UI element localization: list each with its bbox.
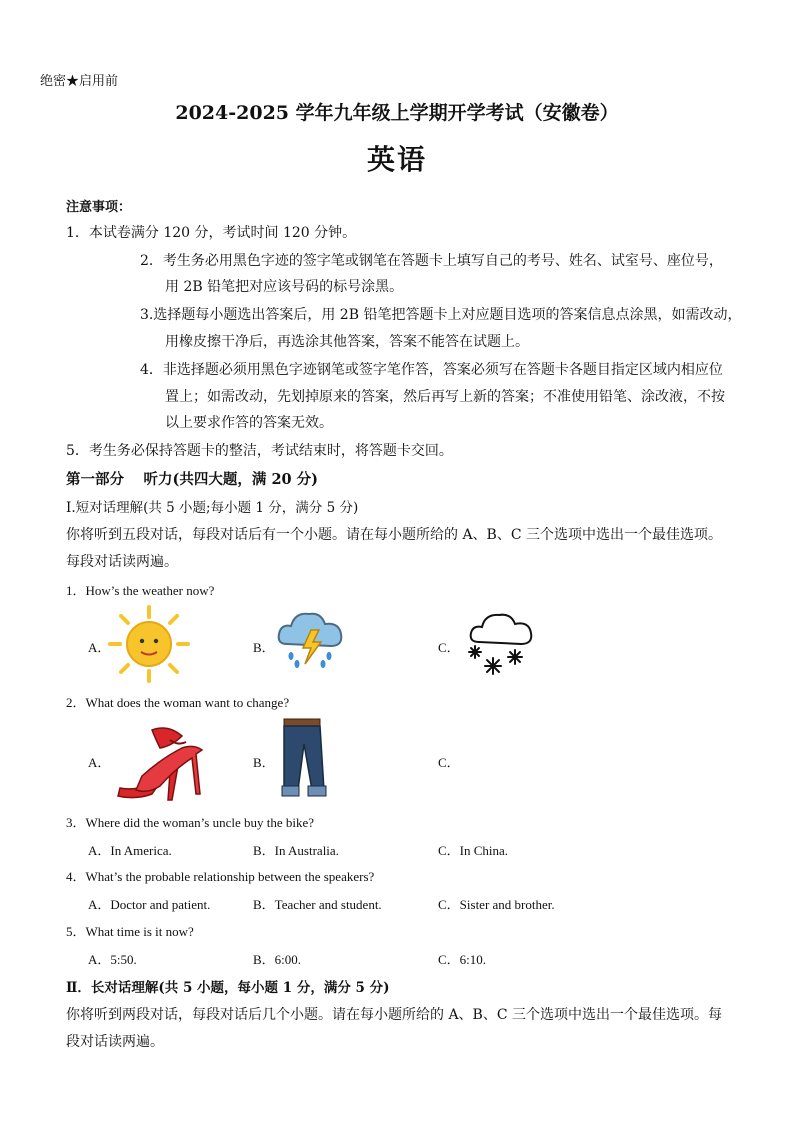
question-4-stem: 4．What’s the probable relationship between the speakers?	[66, 869, 375, 884]
question-3-option-a: A．In America.	[88, 843, 172, 858]
question-1-stem: 1．How’s the weather now?	[66, 583, 215, 598]
question-5-option-a: A．5:50.	[88, 952, 137, 967]
notice-item-2-line-1: 2．考生务必用黑色字迹的签字笔或钢笔在答题卡上填写自己的考号、姓名、试室号、座位号，	[140, 253, 723, 269]
exam-title: 2024-2025 学年九年级上学期开学考试（安徽卷）	[175, 102, 619, 124]
question-2-stem: 2．What does the woman want to change?	[66, 695, 290, 710]
notice-item-4-line-3: 以上要求作答的答案无效。	[165, 415, 333, 431]
notice-item-1: 1．本试卷满分 120 分，考试时间 120 分钟。	[66, 225, 357, 241]
section2-instruction-line-1: 你将听到两段对话，每段对话后几个小题。请在每小题所给的 A、B、C 三个选项中选出一个最佳选项。每	[66, 1007, 723, 1023]
question-4-option-c: C．Sister and brother.	[438, 897, 555, 912]
snow-cloud-icon	[465, 608, 537, 678]
section2-heading: Ⅱ．长对话理解(共 5 小题，每小题 1 分，满分 5 分)	[66, 980, 390, 996]
question-3-stem: 3．Where did the woman’s uncle buy the bike?	[66, 815, 315, 830]
section2-instruction-line-2: 段对话读两遍。	[66, 1034, 164, 1050]
question-1-option-b: B．	[253, 640, 275, 655]
question-2-option-c: C．	[438, 755, 460, 770]
notice-heading: 注意事项：	[66, 200, 132, 215]
confidential-mark: 绝密★启用前	[40, 74, 119, 89]
notice-item-5: 5．考生务必保持答题卡的整洁，考试结束时，将答题卡交回。	[66, 443, 453, 459]
question-2-option-a: A．	[88, 755, 111, 770]
jeans-icon	[278, 716, 328, 802]
section1-heading: Ⅰ.短对话理解(共 5 小题;每小题 1 分，满分 5 分)	[66, 500, 359, 516]
question-2-option-b: B．	[253, 755, 275, 770]
question-5-option-b: B．6:00.	[253, 952, 302, 967]
question-1-option-a: A．	[88, 640, 111, 655]
notice-item-2-line-2: 用 2B 铅笔把对应该号码的标号涂黑。	[165, 279, 404, 295]
thunderstorm-icon	[275, 606, 347, 672]
section1-instruction-line-2: 每段对话读两遍。	[66, 554, 178, 570]
part1-heading: 第一部分 听力(共四大题，满 20 分)	[66, 471, 319, 488]
high-heel-shoes-icon	[112, 718, 208, 802]
sun-icon	[108, 605, 190, 683]
question-3-option-c: C．In China.	[438, 843, 509, 858]
question-3-option-b: B．In Australia.	[253, 843, 339, 858]
subject-title: 英语	[366, 143, 427, 176]
question-4-option-b: B．Teacher and student.	[253, 897, 382, 912]
notice-item-4-line-2: 置上；如需改动，先划掉原来的答案，然后再写上新的答案；不准使用铅笔、涂改液，不按	[165, 389, 725, 405]
question-1-option-c: C．	[438, 640, 460, 655]
notice-item-3-line-1: 3.选择题每小题选出答案后，用 2B 铅笔把答题卡上对应题目选项的答案信息点涂黑，如需改动，	[140, 307, 742, 323]
section1-instruction-line-1: 你将听到五段对话，每段对话后有一个小题。请在每小题所给的 A、B、C 三个选项中选出一个最佳选项。	[66, 527, 723, 543]
question-4-option-a: A．Doctor and patient.	[88, 897, 211, 912]
question-5-stem: 5．What time is it now?	[66, 924, 194, 939]
notice-item-4-line-1: 4．非选择题必须用黑色字迹钢笔或签字笔作答，答案必须写在答题卡各题目指定区域内相应位	[140, 362, 723, 378]
notice-item-3-line-2: 用橡皮擦干净后，再选涂其他答案，答案不能答在试题上。	[165, 334, 529, 350]
question-5-option-c: C．6:10.	[438, 952, 487, 967]
